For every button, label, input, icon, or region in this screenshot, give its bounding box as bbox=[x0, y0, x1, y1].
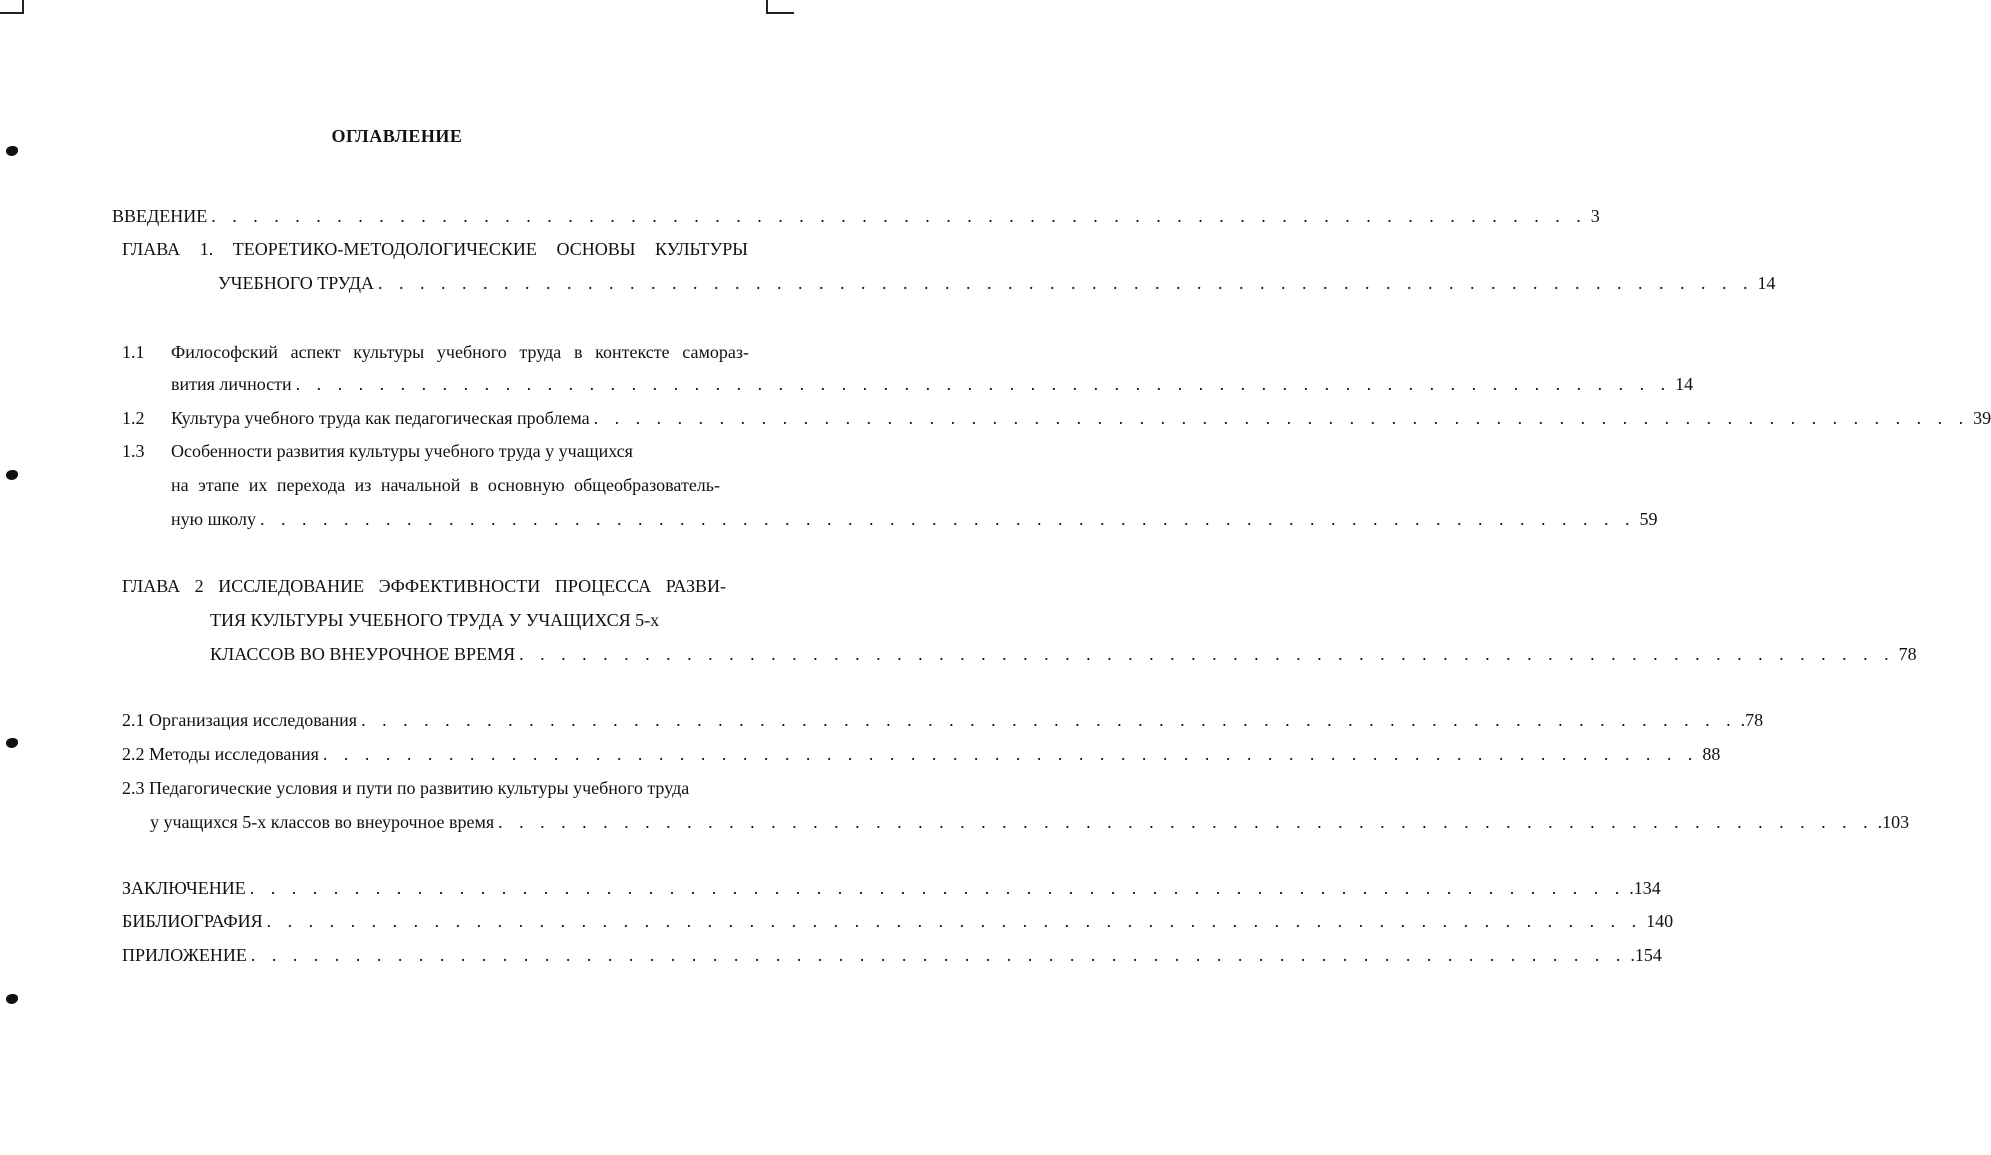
toc-leader-dots: . . . . . . . . . . . . . . . . . . . . . . . . . . . . . . . . . . . . . . . . . . . . . . . . . . . . . . . . . . . . . . . . . . bbox=[322, 744, 1699, 764]
toc-chapter2-title-line1[interactable]: ГЛАВА 2 ИССЛЕДОВАНИЕ ЭФФЕКТИВНОСТИ ПРОЦЕССА РАЗВИ- bbox=[122, 576, 726, 596]
toc-entry-page: .103 bbox=[1877, 812, 1910, 832]
toc-chapter2-title-line2[interactable]: ТИЯ КУЛЬТУРЫ УЧЕБНОГО ТРУДА У УЧАЩИХСЯ 5-х bbox=[210, 610, 660, 630]
toc-leader-dots: . . . . . . . . . . . . . . . . . . . . . . . . . . . . . . . . . . . . . . . . . . . . . . . . . . . . . . . . . . . . . . . . . . bbox=[593, 408, 1970, 428]
toc-entry-label: вития личности bbox=[171, 374, 292, 394]
toc-entry-bibliography[interactable] bbox=[122, 910, 1674, 932]
toc-entry-label: ную школу bbox=[171, 509, 257, 529]
toc-entry-page: .154 bbox=[1630, 945, 1662, 965]
toc-leader-dots: . . . . . . . . . . . . . . . . . . . . . . . . . . . . . . . . . . . . . . . . . . . . . . . . . . . . . . . . . . . . . . . . . . bbox=[519, 644, 1895, 664]
toc-leader-dots: . . . . . . . . . . . . . . . . . . . . . . . . . . . . . . . . . . . . . . . . . . . . . . . . . . . . . . . . . . . . . . . . . . bbox=[249, 878, 1626, 898]
toc-section-2-1[interactable] bbox=[122, 709, 1764, 731]
toc-leader-dots: . . . . . . . . . . . . . . . . . . . . . . . . . . . . . . . . . . . . . . . . . . . . . . . . . . . . . . . . . . . . . . . . . . bbox=[266, 911, 1643, 931]
toc-section-1-2[interactable] bbox=[171, 407, 1991, 429]
punch-hole bbox=[6, 738, 18, 748]
toc-entry-label: БИБЛИОГРАФИЯ bbox=[122, 911, 263, 931]
toc-section-number: 1.3 bbox=[122, 441, 145, 461]
toc-entry-page: 78 bbox=[1898, 644, 1917, 664]
toc-entry-label: ВВЕДЕНИЕ bbox=[112, 206, 208, 226]
toc-leader-dots: . . . . . . . . . . . . . . . . . . . . . . . . . . . . . . . . . . . . . . . . . . . . . . . . . . . . . . . . . . . . . . . . . . bbox=[211, 206, 1587, 226]
toc-entry-label: 2.1 Организация исследования bbox=[122, 710, 358, 730]
toc-entry-page: 3 bbox=[1590, 206, 1600, 226]
toc-leader-dots: . . . . . . . . . . . . . . . . . . . . . . . . . . . . . . . . . . . . . . . . . . . . . . . . . . . . . . . . . . . . . . . . . . bbox=[378, 273, 1754, 293]
toc-entry-appendix[interactable] bbox=[122, 944, 1662, 966]
toc-entry-label: Культура учебного труда как педагогическая проблема bbox=[171, 408, 590, 428]
toc-section-2-3-line2[interactable] bbox=[150, 811, 1910, 833]
toc-section-number: 1.2 bbox=[122, 408, 145, 428]
toc-entry-page: .134 bbox=[1629, 878, 1661, 898]
toc-entry-page: 88 bbox=[1702, 744, 1721, 764]
toc-entry-conclusion[interactable] bbox=[122, 877, 1661, 899]
toc-entry-label: УЧЕБНОГО ТРУДА bbox=[218, 273, 374, 293]
scan-frame-left-mark bbox=[0, 0, 24, 14]
toc-entry-label: 2.2 Методы исследования bbox=[122, 744, 319, 764]
punch-hole bbox=[6, 146, 18, 156]
toc-entry-page: .78 bbox=[1740, 710, 1764, 730]
scan-frame-right-mark bbox=[766, 0, 794, 14]
toc-entry-label: ЗАКЛЮЧЕНИЕ bbox=[122, 878, 246, 898]
page-title: ОГЛАВЛЕНИЕ bbox=[331, 126, 463, 146]
toc-section-number: 1.1 bbox=[122, 342, 145, 362]
toc-chapter2-title-line3[interactable] bbox=[210, 643, 1917, 665]
toc-section-2-2[interactable] bbox=[122, 743, 1721, 765]
toc-entry-page: 14 bbox=[1757, 273, 1776, 293]
toc-leader-dots: . . . . . . . . . . . . . . . . . . . . . . . . . . . . . . . . . . . . . . . . . . . . . . . . . . . . . . . . . . . . . . . . . . bbox=[260, 509, 1636, 529]
scan-frame-top bbox=[0, 0, 794, 12]
toc-entry-label: у учащихся 5-х классов во внеурочное время bbox=[150, 812, 495, 832]
toc-entry-label: КЛАССОВ ВО ВНЕУРОЧНОЕ ВРЕМЯ bbox=[210, 644, 516, 664]
toc-section-1-3-line1[interactable]: Особенности развития культуры учебного труда у учащихся bbox=[171, 441, 633, 461]
toc-entry-label: ПРИЛОЖЕНИЕ bbox=[122, 945, 247, 965]
toc-leader-dots: . . . . . . . . . . . . . . . . . . . . . . . . . . . . . . . . . . . . . . . . . . . . . . . . . . . . . . . . . . . . . . . . . . bbox=[250, 945, 1627, 965]
toc-entry-page: 14 bbox=[1675, 374, 1694, 394]
toc-entry-page: 140 bbox=[1646, 911, 1674, 931]
toc-leader-dots: . . . . . . . . . . . . . . . . . . . . . . . . . . . . . . . . . . . . . . . . . . . . . . . . . . . . . . . . . . . . . . . . . . bbox=[361, 710, 1737, 730]
toc-entry-page: 59 bbox=[1639, 509, 1658, 529]
toc-leader-dots: . . . . . . . . . . . . . . . . . . . . . . . . . . . . . . . . . . . . . . . . . . . . . . . . . . . . . . . . . . . . . . . . . . bbox=[498, 812, 1874, 832]
toc-entry-intro[interactable] bbox=[112, 205, 1600, 227]
toc-leader-dots: . . . . . . . . . . . . . . . . . . . . . . . . . . . . . . . . . . . . . . . . . . . . . . . . . . . . . . . . . . . . . . . . . . bbox=[295, 374, 1672, 394]
punch-hole bbox=[6, 470, 18, 480]
toc-section-1-3-line3[interactable] bbox=[171, 508, 1658, 530]
toc-section-2-3-line1[interactable]: 2.3 Педагогические условия и пути по развитию культуры учебного труда bbox=[122, 778, 690, 798]
toc-entry-page: 39 bbox=[1973, 408, 1991, 428]
toc-chapter1-title-line2[interactable] bbox=[218, 272, 1776, 294]
toc-section-1-3-line2[interactable]: на этапе их перехода из начальной в основную общеобразователь- bbox=[171, 475, 720, 495]
toc-chapter1-title-line1[interactable]: ГЛАВА 1. ТЕОРЕТИКО-МЕТОДОЛОГИЧЕСКИЕ ОСНОВЫ КУЛЬТУРЫ bbox=[122, 239, 748, 259]
punch-hole bbox=[6, 994, 18, 1004]
toc-section-1-1-line2[interactable] bbox=[171, 373, 1694, 395]
toc-section-1-1-line1[interactable]: Философский аспект культуры учебного труда в контексте самораз- bbox=[171, 342, 749, 362]
